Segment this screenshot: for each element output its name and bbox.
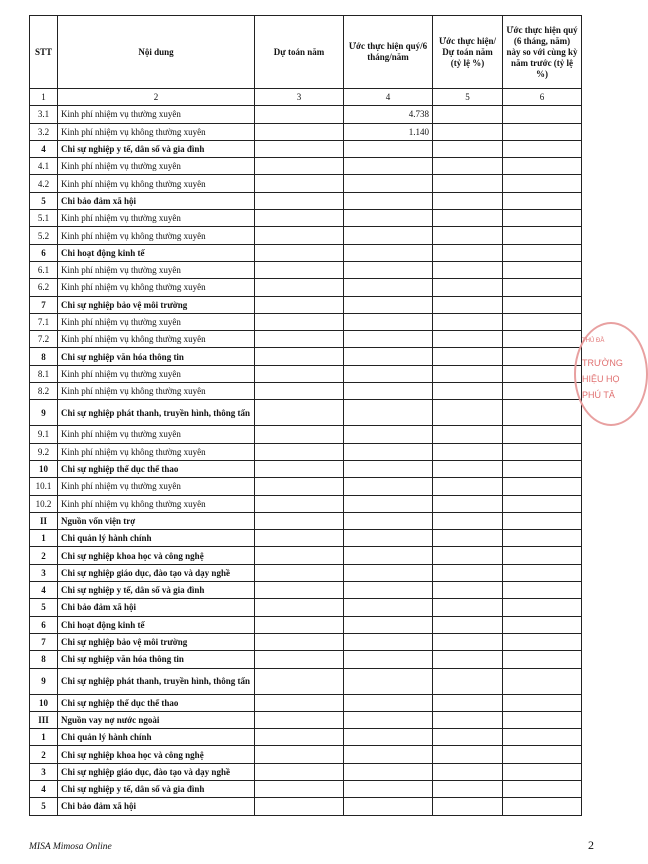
table-row xyxy=(30,729,582,746)
row-stt: 8 xyxy=(30,651,58,668)
table-row xyxy=(30,668,582,694)
table-row xyxy=(30,798,582,815)
row-annual-estimate xyxy=(255,279,344,296)
column-number: 3 xyxy=(255,89,344,106)
row-estimated-execution xyxy=(344,443,433,460)
row-content: Chi sự nghiệp y tế, dân số và gia đình xyxy=(58,140,255,157)
row-estimated-execution xyxy=(344,192,433,209)
row-execution-ratio xyxy=(433,106,503,123)
row-yoy-ratio xyxy=(503,158,582,175)
row-yoy-ratio xyxy=(503,244,582,261)
row-stt: 6 xyxy=(30,244,58,261)
column-number: 6 xyxy=(503,89,582,106)
row-yoy-ratio xyxy=(503,313,582,330)
row-stt: 9 xyxy=(30,400,58,426)
column-number-row xyxy=(30,89,582,106)
row-content: Kinh phí nhiệm vụ thường xuyên xyxy=(58,478,255,495)
row-execution-ratio xyxy=(433,564,503,581)
row-execution-ratio xyxy=(433,729,503,746)
row-yoy-ratio xyxy=(503,478,582,495)
row-stt: 5.1 xyxy=(30,210,58,227)
table-row xyxy=(30,443,582,460)
row-content: Kinh phí nhiệm vụ thường xuyên xyxy=(58,106,255,123)
row-annual-estimate xyxy=(255,798,344,815)
header-execution-ratio: Ước thực hiện/ Dự toán năm (tỷ lệ %) xyxy=(433,16,503,89)
row-stt: 9 xyxy=(30,668,58,694)
row-estimated-execution xyxy=(344,668,433,694)
row-estimated-execution xyxy=(344,426,433,443)
row-execution-ratio xyxy=(433,192,503,209)
row-yoy-ratio xyxy=(503,582,582,599)
row-content: Chi sự nghiệp khoa học và công nghệ xyxy=(58,547,255,564)
row-estimated-execution xyxy=(344,729,433,746)
row-estimated-execution xyxy=(344,651,433,668)
row-estimated-execution xyxy=(344,244,433,261)
row-content: Chi quản lý hành chính xyxy=(58,729,255,746)
row-yoy-ratio xyxy=(503,780,582,797)
row-content: Chi sự nghiệp y tế, dân số và gia đình xyxy=(58,582,255,599)
row-estimated-execution xyxy=(344,158,433,175)
table-row xyxy=(30,279,582,296)
row-content: Kinh phí nhiệm vụ thường xuyên xyxy=(58,313,255,330)
row-estimated-execution xyxy=(344,599,433,616)
row-content: Chi sự nghiệp văn hóa thông tin xyxy=(58,651,255,668)
row-yoy-ratio xyxy=(503,746,582,763)
row-execution-ratio xyxy=(433,158,503,175)
table-row xyxy=(30,244,582,261)
row-estimated-execution xyxy=(344,633,433,650)
row-execution-ratio xyxy=(433,530,503,547)
row-estimated-execution xyxy=(344,530,433,547)
row-yoy-ratio xyxy=(503,460,582,477)
red-seal-stamp: THỦ ĐẦ TRƯỜNG HIỆU HỌ PHÚ TÂ xyxy=(574,322,648,426)
row-stt: 10 xyxy=(30,694,58,711)
row-yoy-ratio xyxy=(503,547,582,564)
row-execution-ratio xyxy=(433,279,503,296)
row-content: Chi hoạt động kinh tế xyxy=(58,244,255,261)
row-yoy-ratio xyxy=(503,530,582,547)
row-annual-estimate xyxy=(255,564,344,581)
row-content: Chi sự nghiệp phát thanh, truyền hình, thông tấn xyxy=(58,400,255,426)
table-row xyxy=(30,106,582,123)
row-stt: 4.2 xyxy=(30,175,58,192)
table-row xyxy=(30,227,582,244)
table-row xyxy=(30,564,582,581)
row-annual-estimate xyxy=(255,365,344,382)
row-stt: 9.2 xyxy=(30,443,58,460)
row-annual-estimate xyxy=(255,331,344,348)
row-execution-ratio xyxy=(433,244,503,261)
row-annual-estimate xyxy=(255,547,344,564)
row-yoy-ratio xyxy=(503,383,582,400)
row-annual-estimate xyxy=(255,400,344,426)
row-content: Nguồn vốn viện trợ xyxy=(58,512,255,529)
row-stt: 1 xyxy=(30,729,58,746)
row-annual-estimate xyxy=(255,123,344,140)
row-annual-estimate xyxy=(255,158,344,175)
row-yoy-ratio xyxy=(503,192,582,209)
row-estimated-execution xyxy=(344,478,433,495)
row-yoy-ratio xyxy=(503,711,582,728)
table-row xyxy=(30,547,582,564)
row-estimated-execution xyxy=(344,547,433,564)
table-row xyxy=(30,331,582,348)
table-row xyxy=(30,651,582,668)
table-row xyxy=(30,495,582,512)
row-execution-ratio xyxy=(433,383,503,400)
row-estimated-execution xyxy=(344,512,433,529)
header-stt: STT xyxy=(30,16,58,89)
row-estimated-execution xyxy=(344,495,433,512)
header-yoy-ratio: Ước thực hiện quý (6 tháng, năm) này so với cùng kỳ năm trước (tỷ lệ %) xyxy=(503,16,582,89)
row-content: Kinh phí nhiệm vụ thường xuyên xyxy=(58,365,255,382)
row-yoy-ratio xyxy=(503,426,582,443)
row-content: Kinh phí nhiệm vụ không thường xuyên xyxy=(58,443,255,460)
row-content: Kinh phí nhiệm vụ không thường xuyên xyxy=(58,123,255,140)
table-row xyxy=(30,512,582,529)
row-yoy-ratio xyxy=(503,365,582,382)
row-content: Chi bảo đảm xã hội xyxy=(58,798,255,815)
row-content: Kinh phí nhiệm vụ thường xuyên xyxy=(58,261,255,278)
row-stt: 10.1 xyxy=(30,478,58,495)
row-estimated-execution xyxy=(344,365,433,382)
row-execution-ratio xyxy=(433,296,503,313)
row-yoy-ratio xyxy=(503,512,582,529)
row-stt: 7 xyxy=(30,633,58,650)
row-yoy-ratio xyxy=(503,227,582,244)
page-number: 2 xyxy=(588,838,594,852)
row-annual-estimate xyxy=(255,729,344,746)
row-estimated-execution xyxy=(344,296,433,313)
row-annual-estimate xyxy=(255,512,344,529)
row-execution-ratio xyxy=(433,547,503,564)
row-stt: 5 xyxy=(30,798,58,815)
row-estimated-execution xyxy=(344,175,433,192)
row-estimated-execution xyxy=(344,746,433,763)
row-estimated-execution xyxy=(344,564,433,581)
row-stt: 10 xyxy=(30,460,58,477)
row-stt: 6.2 xyxy=(30,279,58,296)
table-row xyxy=(30,400,582,426)
row-content: Kinh phí nhiệm vụ không thường xuyên xyxy=(58,331,255,348)
row-execution-ratio xyxy=(433,123,503,140)
row-annual-estimate xyxy=(255,426,344,443)
row-annual-estimate xyxy=(255,443,344,460)
row-yoy-ratio xyxy=(503,633,582,650)
row-execution-ratio xyxy=(433,313,503,330)
row-execution-ratio xyxy=(433,582,503,599)
column-number: 1 xyxy=(30,89,58,106)
row-stt: 1 xyxy=(30,530,58,547)
table-row xyxy=(30,530,582,547)
row-yoy-ratio xyxy=(503,694,582,711)
row-estimated-execution xyxy=(344,331,433,348)
row-stt: 2 xyxy=(30,547,58,564)
row-content: Chi sự nghiệp y tế, dân số và gia đình xyxy=(58,780,255,797)
row-estimated-execution xyxy=(344,140,433,157)
table-row xyxy=(30,711,582,728)
row-stt: 9.1 xyxy=(30,426,58,443)
row-execution-ratio xyxy=(433,495,503,512)
row-execution-ratio xyxy=(433,798,503,815)
table-row xyxy=(30,365,582,382)
row-yoy-ratio xyxy=(503,400,582,426)
row-yoy-ratio xyxy=(503,495,582,512)
row-stt: 5 xyxy=(30,192,58,209)
row-stt: 5 xyxy=(30,599,58,616)
row-yoy-ratio xyxy=(503,651,582,668)
row-execution-ratio xyxy=(433,227,503,244)
row-execution-ratio xyxy=(433,443,503,460)
row-estimated-execution xyxy=(344,763,433,780)
row-estimated-execution xyxy=(344,279,433,296)
row-stt: 4.1 xyxy=(30,158,58,175)
row-annual-estimate xyxy=(255,530,344,547)
row-annual-estimate xyxy=(255,210,344,227)
row-execution-ratio xyxy=(433,210,503,227)
row-content: Chi sự nghiệp khoa học và công nghệ xyxy=(58,746,255,763)
row-execution-ratio xyxy=(433,426,503,443)
software-footer: MISA Mimosa Online xyxy=(29,842,112,852)
row-content: Chi bảo đảm xã hội xyxy=(58,599,255,616)
row-annual-estimate xyxy=(255,763,344,780)
row-annual-estimate xyxy=(255,227,344,244)
row-annual-estimate xyxy=(255,599,344,616)
row-execution-ratio xyxy=(433,261,503,278)
row-yoy-ratio xyxy=(503,140,582,157)
row-execution-ratio xyxy=(433,331,503,348)
row-stt: 2 xyxy=(30,746,58,763)
row-annual-estimate xyxy=(255,633,344,650)
row-yoy-ratio xyxy=(503,348,582,365)
row-annual-estimate xyxy=(255,348,344,365)
row-yoy-ratio xyxy=(503,564,582,581)
row-stt: III xyxy=(30,711,58,728)
row-execution-ratio xyxy=(433,400,503,426)
row-estimated-execution xyxy=(344,348,433,365)
row-execution-ratio xyxy=(433,763,503,780)
row-annual-estimate xyxy=(255,478,344,495)
table-row xyxy=(30,599,582,616)
row-yoy-ratio xyxy=(503,175,582,192)
row-yoy-ratio xyxy=(503,331,582,348)
row-annual-estimate xyxy=(255,244,344,261)
row-execution-ratio xyxy=(433,780,503,797)
row-annual-estimate xyxy=(255,495,344,512)
row-stt: 3 xyxy=(30,763,58,780)
row-execution-ratio xyxy=(433,651,503,668)
row-estimated-execution xyxy=(344,313,433,330)
row-stt: 8.1 xyxy=(30,365,58,382)
row-annual-estimate xyxy=(255,616,344,633)
row-stt: 4 xyxy=(30,582,58,599)
row-stt: 10.2 xyxy=(30,495,58,512)
row-execution-ratio xyxy=(433,478,503,495)
row-execution-ratio xyxy=(433,348,503,365)
row-estimated-execution xyxy=(344,798,433,815)
row-yoy-ratio xyxy=(503,599,582,616)
table-row xyxy=(30,633,582,650)
row-annual-estimate xyxy=(255,261,344,278)
row-stt: 5.2 xyxy=(30,227,58,244)
row-execution-ratio xyxy=(433,365,503,382)
row-yoy-ratio xyxy=(503,210,582,227)
row-estimated-execution xyxy=(344,780,433,797)
table-row xyxy=(30,694,582,711)
row-content: Chi sự nghiệp bảo vệ môi trường xyxy=(58,296,255,313)
row-content: Kinh phí nhiệm vụ thường xuyên xyxy=(58,158,255,175)
table-row xyxy=(30,582,582,599)
row-yoy-ratio xyxy=(503,261,582,278)
row-content: Chi quản lý hành chính xyxy=(58,530,255,547)
row-stt: 3 xyxy=(30,564,58,581)
row-estimated-execution xyxy=(344,383,433,400)
table-row xyxy=(30,460,582,477)
row-annual-estimate xyxy=(255,313,344,330)
row-yoy-ratio xyxy=(503,763,582,780)
row-content: Chi bảo đảm xã hội xyxy=(58,192,255,209)
row-content: Chi hoạt động kinh tế xyxy=(58,616,255,633)
row-stt: 3.1 xyxy=(30,106,58,123)
header-content: Nội dung xyxy=(58,16,255,89)
row-content: Chi sự nghiệp bảo vệ môi trường xyxy=(58,633,255,650)
row-annual-estimate xyxy=(255,175,344,192)
table-row xyxy=(30,478,582,495)
column-number: 5 xyxy=(433,89,503,106)
row-stt: 3.2 xyxy=(30,123,58,140)
row-stt: 4 xyxy=(30,140,58,157)
row-annual-estimate xyxy=(255,651,344,668)
row-content: Chi sự nghiệp phát thanh, truyền hình, thông tấn xyxy=(58,668,255,694)
row-annual-estimate xyxy=(255,694,344,711)
row-estimated-execution xyxy=(344,460,433,477)
table-row xyxy=(30,192,582,209)
row-annual-estimate xyxy=(255,460,344,477)
row-estimated-execution xyxy=(344,400,433,426)
row-execution-ratio xyxy=(433,711,503,728)
row-yoy-ratio xyxy=(503,123,582,140)
row-annual-estimate xyxy=(255,668,344,694)
row-annual-estimate xyxy=(255,192,344,209)
row-execution-ratio xyxy=(433,746,503,763)
row-content: Kinh phí nhiệm vụ thường xuyên xyxy=(58,210,255,227)
row-estimated-execution xyxy=(344,227,433,244)
row-content: Nguồn vay nợ nước ngoài xyxy=(58,711,255,728)
table-row xyxy=(30,123,582,140)
row-stt: 8.2 xyxy=(30,383,58,400)
row-annual-estimate xyxy=(255,746,344,763)
row-stt: 7.2 xyxy=(30,331,58,348)
row-execution-ratio xyxy=(433,599,503,616)
row-content: Kinh phí nhiệm vụ không thường xuyên xyxy=(58,227,255,244)
column-number: 2 xyxy=(58,89,255,106)
row-execution-ratio xyxy=(433,616,503,633)
row-content: Kinh phí nhiệm vụ không thường xuyên xyxy=(58,175,255,192)
row-estimated-execution xyxy=(344,711,433,728)
row-content: Chi sự nghiệp giáo dục, đào tạo và dạy nghề xyxy=(58,564,255,581)
column-number: 4 xyxy=(344,89,433,106)
row-annual-estimate xyxy=(255,106,344,123)
row-estimated-execution: 4.738 xyxy=(344,106,433,123)
row-execution-ratio xyxy=(433,633,503,650)
row-annual-estimate xyxy=(255,140,344,157)
table-row xyxy=(30,296,582,313)
row-stt: 7.1 xyxy=(30,313,58,330)
table-row xyxy=(30,140,582,157)
row-annual-estimate xyxy=(255,383,344,400)
row-yoy-ratio xyxy=(503,296,582,313)
row-estimated-execution xyxy=(344,210,433,227)
row-estimated-execution xyxy=(344,694,433,711)
row-annual-estimate xyxy=(255,780,344,797)
row-stt: 6 xyxy=(30,616,58,633)
row-stt: 6.1 xyxy=(30,261,58,278)
header-annual-estimate: Dự toán năm xyxy=(255,16,344,89)
table-row xyxy=(30,158,582,175)
row-content: Kinh phí nhiệm vụ không thường xuyên xyxy=(58,383,255,400)
row-execution-ratio xyxy=(433,140,503,157)
table-row xyxy=(30,261,582,278)
row-content: Kinh phí nhiệm vụ thường xuyên xyxy=(58,426,255,443)
row-estimated-execution xyxy=(344,261,433,278)
row-stt: II xyxy=(30,512,58,529)
row-execution-ratio xyxy=(433,512,503,529)
row-content: Kinh phí nhiệm vụ không thường xuyên xyxy=(58,495,255,512)
row-annual-estimate xyxy=(255,296,344,313)
budget-report-table xyxy=(29,15,582,816)
table-row xyxy=(30,763,582,780)
table-row xyxy=(30,746,582,763)
table-row xyxy=(30,426,582,443)
row-content: Chi sự nghiệp văn hóa thông tin xyxy=(58,348,255,365)
table-row xyxy=(30,780,582,797)
table-row xyxy=(30,383,582,400)
row-yoy-ratio xyxy=(503,443,582,460)
row-estimated-execution xyxy=(344,616,433,633)
row-yoy-ratio xyxy=(503,106,582,123)
table-row xyxy=(30,313,582,330)
table-row xyxy=(30,616,582,633)
row-annual-estimate xyxy=(255,582,344,599)
row-content: Chi sự nghiệp thể dục thể thao xyxy=(58,694,255,711)
row-content: Kinh phí nhiệm vụ không thường xuyên xyxy=(58,279,255,296)
row-stt: 7 xyxy=(30,296,58,313)
row-stt: 4 xyxy=(30,780,58,797)
row-yoy-ratio xyxy=(503,616,582,633)
table-row xyxy=(30,348,582,365)
row-yoy-ratio xyxy=(503,279,582,296)
row-annual-estimate xyxy=(255,711,344,728)
row-yoy-ratio xyxy=(503,729,582,746)
row-stt: 8 xyxy=(30,348,58,365)
header-row xyxy=(30,16,582,89)
row-content: Chi sự nghiệp thể dục thể thao xyxy=(58,460,255,477)
row-execution-ratio xyxy=(433,694,503,711)
table-row xyxy=(30,210,582,227)
row-execution-ratio xyxy=(433,460,503,477)
row-content: Chi sự nghiệp giáo dục, đào tạo và dạy nghề xyxy=(58,763,255,780)
row-execution-ratio xyxy=(433,668,503,694)
table-row xyxy=(30,175,582,192)
header-estimated-execution: Ước thực hiện quý/6 tháng/năm xyxy=(344,16,433,89)
row-yoy-ratio xyxy=(503,668,582,694)
row-estimated-execution xyxy=(344,582,433,599)
row-estimated-execution: 1.140 xyxy=(344,123,433,140)
row-yoy-ratio xyxy=(503,798,582,815)
row-execution-ratio xyxy=(433,175,503,192)
